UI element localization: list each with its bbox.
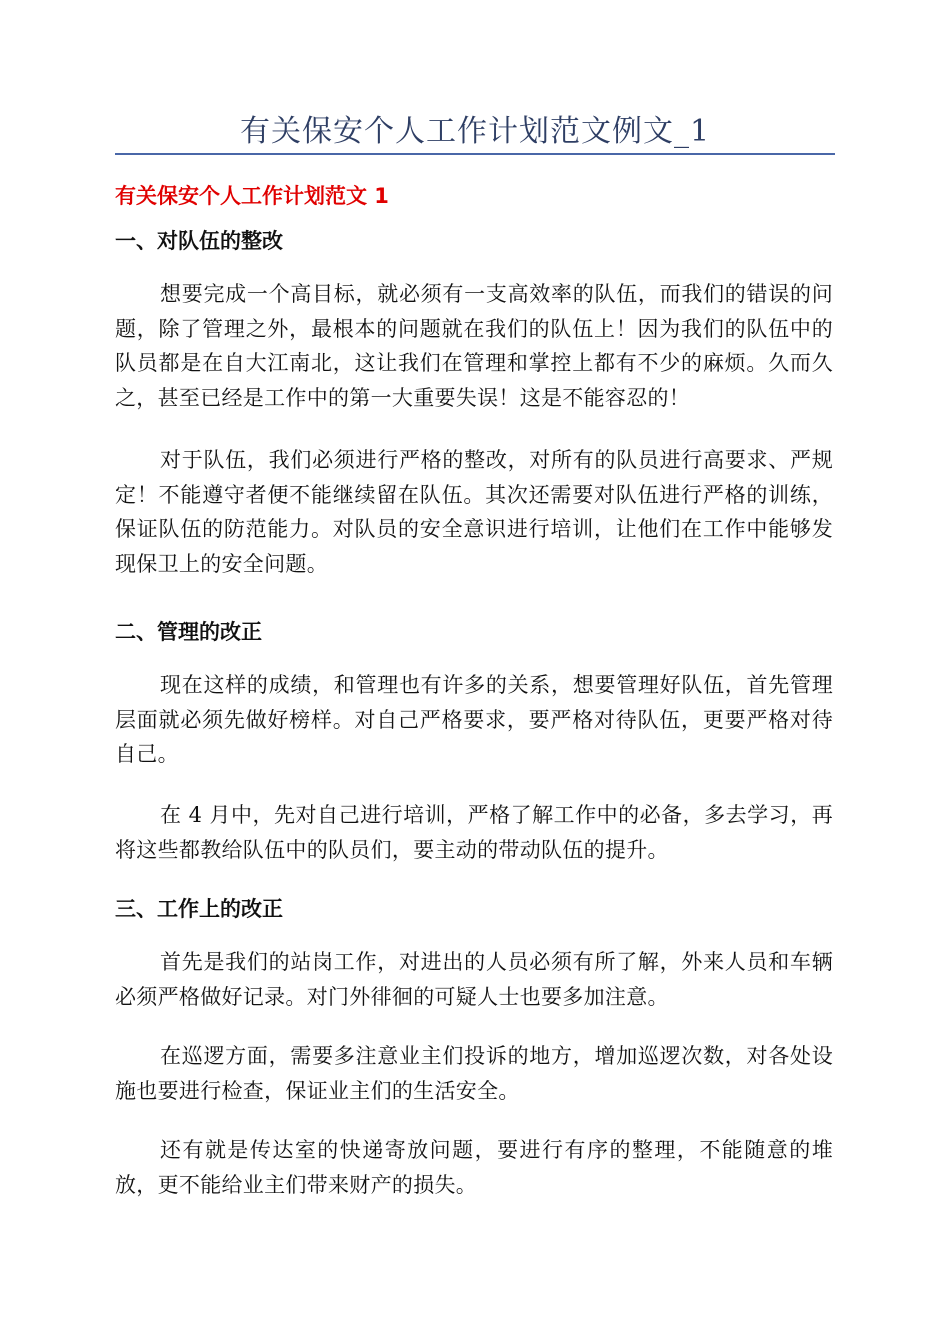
section-heading-2: 二、管理的改正: [115, 620, 262, 644]
paragraph: 现在这样的成绩，和管理也有许多的关系，想要管理好队伍，首先管理层面就必须先做好榜样。对自己严格要求，要严格对待队伍，更要严格对待自己。: [115, 673, 833, 766]
paragraph: 想要完成一个高目标，就必须有一支高效率的队伍，而我们的错误的问题，除了管理之外，最根本的问题就在我们的队伍上！因为我们的队伍中的队员都是在自大江南北，这让我们在管理和掌控上都有不少的麻烦。久而久之，甚至已经是工作中的第一大重要失误！这是不能容忍的！: [115, 282, 833, 410]
title-underline: [115, 153, 835, 155]
paragraph: 在巡逻方面，需要多注意业主们投诉的地方，增加巡逻次数，对各处设施也要进行检查，保证业主们的生活安全。: [115, 1044, 833, 1103]
paragraph: 在 4 月中，先对自己进行培训，严格了解工作中的必备，多去学习，再将这些都教给队伍中的队员们，要主动的带动队伍的提升。: [115, 803, 833, 862]
document-title: 有关保安个人工作计划范文例文_1: [239, 114, 711, 149]
section-heading-3: 三、工作上的改正: [115, 897, 283, 921]
paragraph: 对于队伍，我们必须进行严格的整改，对所有的队员进行高要求、严规定！不能遵守者便不能继续留在队伍。其次还需要对队伍进行严格的训练，保证队伍的防范能力。对队员的安全意识进行培训，让他们在工作中能够发现保卫上的安全问题。: [115, 448, 833, 576]
section-heading-1: 一、对队伍的整改: [115, 229, 283, 253]
paragraph: 首先是我们的站岗工作，对进出的人员必须有所了解，外来人员和车辆必须严格做好记录。对门外徘徊的可疑人士也要多加注意。: [115, 950, 833, 1009]
document-subtitle: 有关保安个人工作计划范文 1: [115, 184, 389, 208]
paragraph: 还有就是传达室的快递寄放问题，要进行有序的整理，不能随意的堆放，更不能给业主们带来财产的损失。: [115, 1138, 833, 1197]
